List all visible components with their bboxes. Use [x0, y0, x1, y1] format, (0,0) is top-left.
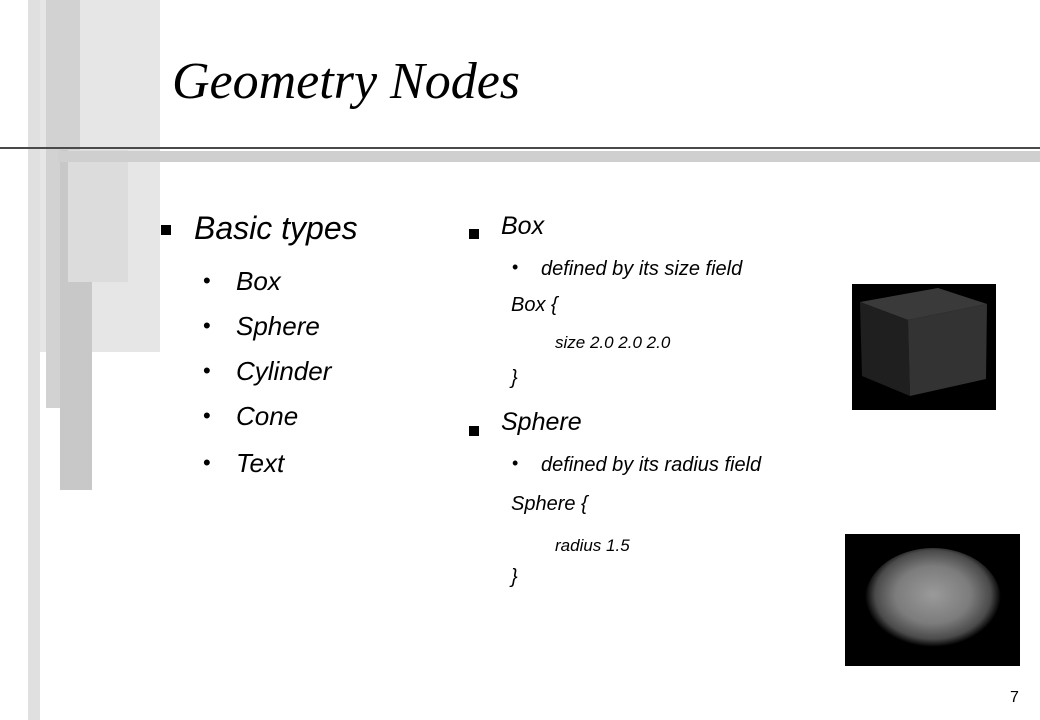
bullet-icon: •: [512, 453, 519, 473]
cube-render: [852, 284, 996, 410]
box-heading: Box: [501, 212, 545, 240]
bullet-icon: •: [203, 450, 211, 475]
sphere-render: [845, 534, 1020, 666]
sphere-code-close: }: [511, 566, 518, 588]
square-bullet-icon: [469, 229, 479, 239]
sphere-render-image: [845, 534, 1020, 666]
type-item-text: Text: [236, 448, 285, 478]
box-code-open: Box {: [511, 294, 558, 316]
sphere-description: defined by its radius field: [541, 454, 762, 476]
bullet-icon: •: [203, 358, 211, 383]
bullet-icon: •: [203, 268, 211, 293]
decor-bar: [28, 0, 40, 720]
page-number: 7: [1010, 689, 1019, 706]
bullet-icon: •: [203, 313, 211, 338]
sphere-heading: Sphere: [501, 408, 582, 436]
bullet-icon: •: [512, 257, 519, 277]
title-underline-shadow: [58, 151, 1040, 162]
type-item-cone: Cone: [236, 401, 299, 431]
type-item-cylinder: Cylinder: [236, 356, 332, 386]
slide-title: Geometry Nodes: [172, 53, 521, 110]
type-item-sphere: Sphere: [236, 311, 320, 341]
box-code-close: }: [511, 367, 518, 389]
square-bullet-icon: [161, 225, 171, 235]
title-underline: [0, 147, 1040, 149]
sphere-code-open: Sphere {: [511, 493, 588, 515]
box-description: defined by its size field: [541, 258, 743, 280]
decor-bar: [68, 150, 128, 282]
box-code-body: size 2.0 2.0 2.0: [555, 333, 671, 352]
bullet-icon: •: [203, 403, 211, 428]
box-render-image: [852, 284, 996, 410]
square-bullet-icon: [469, 426, 479, 436]
sphere-code-body: radius 1.5: [555, 536, 630, 555]
basic-types-heading: Basic types: [194, 210, 358, 246]
type-item-box: Box: [236, 266, 281, 296]
